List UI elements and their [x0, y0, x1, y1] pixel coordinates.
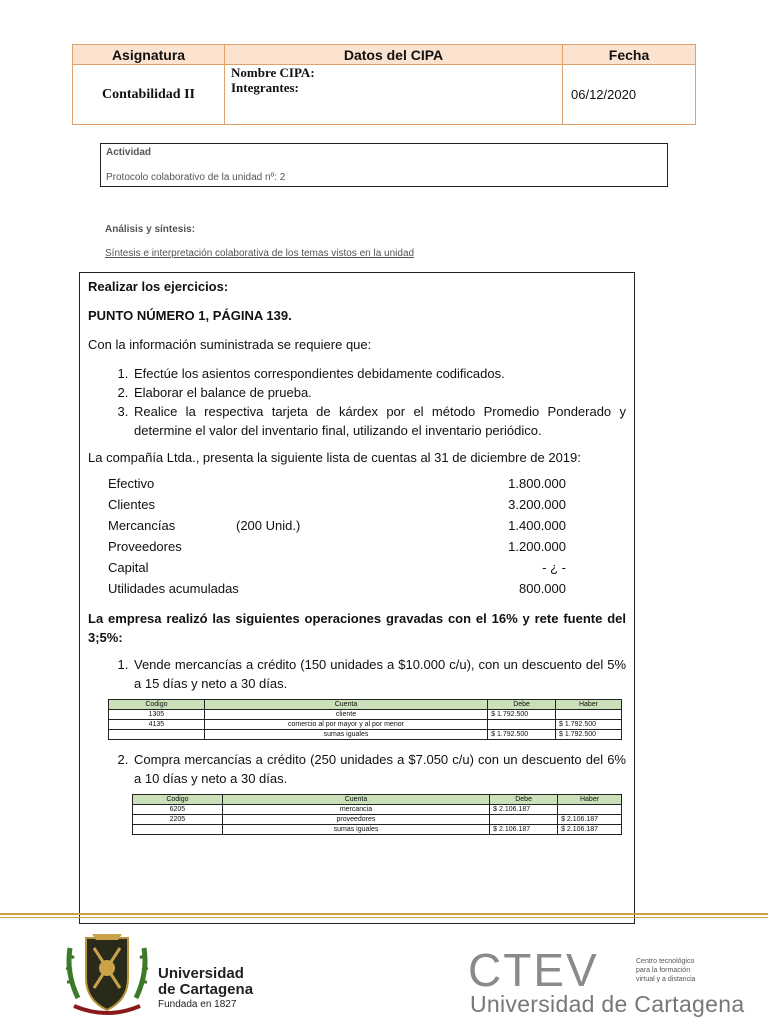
- journal-table-1: [108, 699, 622, 740]
- account-name: Proveedores: [108, 539, 182, 554]
- university-crest-icon: [64, 928, 150, 1018]
- cipa-data: [225, 65, 563, 125]
- account-value: 1.800.000: [508, 476, 566, 491]
- account-value: 800.000: [519, 581, 566, 596]
- account-row: [108, 515, 626, 536]
- header-cipa-col: Datos del CIPA: [225, 45, 563, 65]
- header-date-col: Fecha: [563, 45, 696, 65]
- list-item: [132, 750, 626, 788]
- activity-text: Protocolo colaborativo de la unidad nº: 2: [106, 172, 286, 183]
- cipa-name-label: Nombre CIPA:: [231, 65, 315, 80]
- exercise-heading: Realizar los ejercicios:: [88, 279, 229, 294]
- table-row: sumas iguales $ 2.106.187 $ 2.106.187: [133, 825, 622, 835]
- table-row: 4135 comercio al por mayor y al por menor $ 1.792.500: [109, 720, 622, 730]
- col-account: Cuenta: [204, 700, 487, 710]
- account-row: [108, 494, 626, 515]
- account-name: Clientes: [108, 497, 155, 512]
- university-name: Universidad de Cartagena Fundada en 1827: [158, 965, 254, 1010]
- account-row: [108, 473, 626, 494]
- accounts-list: [108, 473, 626, 599]
- operations-list-2: [88, 750, 626, 788]
- col-code: Codigo: [133, 795, 223, 805]
- company-text: La compañía Ltda., presenta la siguiente lista de cuentas al 31 de diciembre de 2019:: [88, 450, 581, 465]
- footer-divider-thin: [0, 917, 768, 918]
- account-name: Capital: [108, 560, 149, 575]
- account-value: 1.400.000: [508, 518, 566, 533]
- analysis-text: Síntesis e interpretación colaborativa de los temas vistos en la unidad: [105, 248, 415, 259]
- ctev-university: Universidad de Cartagena: [470, 991, 745, 1017]
- intro-text: Con la información suministrada se requiere que:: [88, 337, 372, 352]
- table-row: sumas iguales $ 1.792.500 $ 1.792.500: [109, 730, 622, 740]
- table-row: 6205 mercancia $ 2.106.187: [133, 805, 622, 815]
- account-row: [108, 557, 626, 578]
- analysis-section: [105, 224, 414, 259]
- account-name: Efectivo: [108, 476, 155, 491]
- members-label: Integrantes:: [231, 80, 299, 95]
- subject-value: Contabilidad II: [73, 65, 225, 125]
- operation-text: Vende mercancías a crédito (150 unidades a $10.000 c/u), con un descuento del 5% a 15 días y neto a 30 días.: [134, 657, 626, 691]
- list-item: 2. Elaborar el balance de prueba.: [132, 383, 626, 402]
- header-table: [72, 44, 696, 125]
- col-credit: Haber: [558, 795, 622, 805]
- operation-text: Compra mercancías a crédito (250 unidades a $7.050 c/u) con un descuento del 6% a 10 días y neto a 30 días.: [134, 752, 626, 786]
- account-name: Utilidades acumuladas: [108, 581, 239, 596]
- account-row: [108, 536, 626, 557]
- activity-label: Actividad: [106, 147, 152, 158]
- ctev-text: CTEV: [468, 950, 599, 996]
- analysis-label: Análisis y síntesis:: [105, 224, 196, 235]
- list-item: 1. Efectúe los asientos correspondientes debidamente codificados.: [132, 364, 626, 383]
- punto-heading: PUNTO NÚMERO 1, PÁGINA 139.: [88, 308, 292, 323]
- account-value: 1.200.000: [508, 539, 566, 554]
- account-value: 3.200.000: [508, 497, 566, 512]
- list-item: [132, 655, 626, 693]
- col-code: Codigo: [109, 700, 205, 710]
- table-row: 1305 cliente $ 1.792.500: [109, 710, 622, 720]
- account-value: - ¿ -: [542, 560, 566, 575]
- account-note: (200 Unid.): [236, 518, 301, 533]
- operations-list: [88, 655, 626, 693]
- col-debit: Debe: [490, 795, 558, 805]
- table-row: 2205 proveedores $ 2.106.187: [133, 815, 622, 825]
- footer-divider: [0, 913, 768, 915]
- operations-text: La empresa realizó las siguientes operaciones gravadas con el 16% y rete fuente del 3;5%:: [88, 611, 626, 645]
- header-subject-col: Asignatura: [73, 45, 225, 65]
- task-list: [88, 364, 626, 440]
- account-row: [108, 578, 626, 599]
- list-item: 3. Realice la respectiva tarjeta de kárdex por el método Promedio Ponderado y determine el valor del inventario final, utilizando el inventario periódico.: [132, 402, 626, 440]
- date-value: 06/12/2020: [563, 65, 696, 125]
- ctev-subtitle: Centro tecnológico para la formación virtual y a distancia: [636, 958, 696, 983]
- exercise-box: [79, 272, 635, 924]
- col-account: Cuenta: [222, 795, 489, 805]
- account-name: Mercancías: [108, 518, 176, 533]
- activity-box: [100, 143, 668, 187]
- col-credit: Haber: [556, 700, 622, 710]
- col-debit: Debe: [488, 700, 556, 710]
- journal-table-2: [132, 794, 622, 835]
